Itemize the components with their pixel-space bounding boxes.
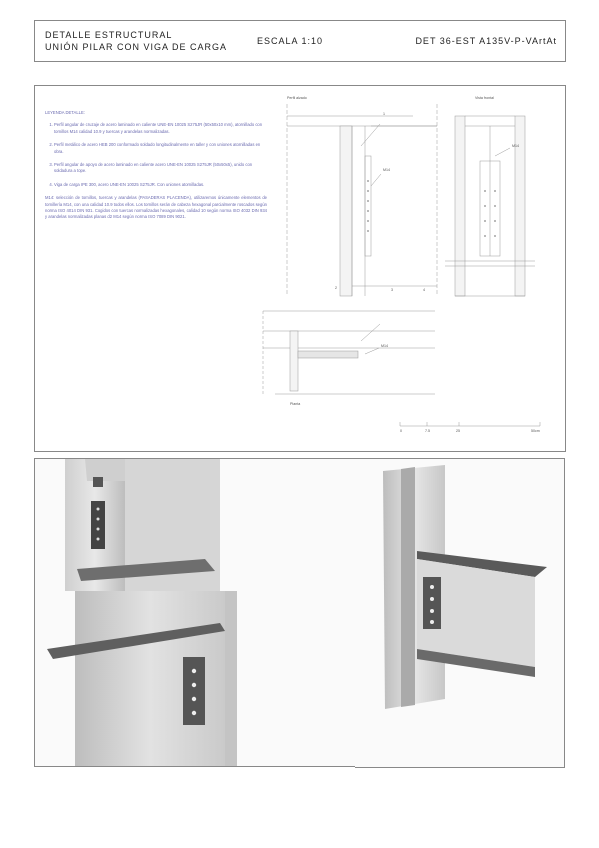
legend-item: 1. Perfil angular de cruzaje de acero laminado en caliente UNE-EN 10025 S275JR (50x50x10 mm), atornillado con tornillos M14 calidad 10.9 y tuercas y arandelas normalizadas. [54, 122, 267, 135]
technical-drawing-panel [34, 85, 566, 452]
left-view-label: Perfil alzado [287, 96, 307, 100]
drawing-code: DET 36-EST A135V-P-VArtAt [415, 36, 557, 46]
legend-title: LEYENDA DETALLE: [45, 110, 85, 115]
callout-2: 2 [335, 286, 337, 290]
scale-tick-3: 50cm [531, 429, 540, 433]
render-view-right [355, 458, 565, 768]
scale-tick-0: 0 [400, 429, 402, 433]
drawing-title [45, 29, 227, 53]
callout-1: 1 [383, 112, 385, 116]
title-line-2: UNIÓN PILAR CON VIGA DE CARGA [45, 42, 228, 52]
bolt-callout-left: M14 [383, 168, 390, 172]
scale-label: ESCALA 1:10 [257, 36, 324, 46]
callout-3: 3 [391, 288, 393, 292]
legend-item: 2. Perfil metálico de acero HEB 200 conformado soldado longitudinalmente en taller y con uniones atornilladas en obra. [54, 142, 267, 155]
angle-bracket [93, 477, 103, 487]
callout-4: 4 [423, 288, 425, 292]
legend-item: 3. Perfil angular de apoyo de acero laminado en caliente acero UNE-EN 10025 S275JR (50x50x5), unido con soldadura a tope. [54, 162, 267, 175]
cad-views [35, 86, 565, 451]
render-view-top-left [34, 458, 357, 593]
bolt-callout-right: M14 [512, 144, 519, 148]
legend-item: 4. Viga de carga IPE 300, acero UNE-EN 10025 S275JR. Con uniones atornilladas. [54, 182, 267, 188]
bottom-view-label: Planta [290, 402, 301, 406]
scale-tick-1: 7.5 [425, 429, 430, 433]
title-line-1: DETALLE ESTRUCTURAL [45, 30, 173, 40]
legend-note: M14: selección de tornillos, tuercas y arandelas (PASADERAS PLACENDA), utilizaremos únicamente elementos de tornillería M14, con una calidad 10.9 todos ellos. Los tornillos serán de cabeza hexagonal parcialmente roscados según norma ISO 4014 DIN 931. Cogidos con tuercas normalizadas hexagonales, calidad 10 según norma ISO 4032 DIN 934 y arandelas normalizadas planas d2 M14 según norma ISO 7089 DIN 9021. [45, 195, 267, 220]
render-view-bottom-left [34, 591, 357, 767]
bolt-callout-plan: M14 [381, 344, 388, 348]
scale-tick-2: 25 [456, 429, 460, 433]
right-view-label: Vista frontal [475, 96, 494, 100]
title-block [34, 20, 566, 62]
